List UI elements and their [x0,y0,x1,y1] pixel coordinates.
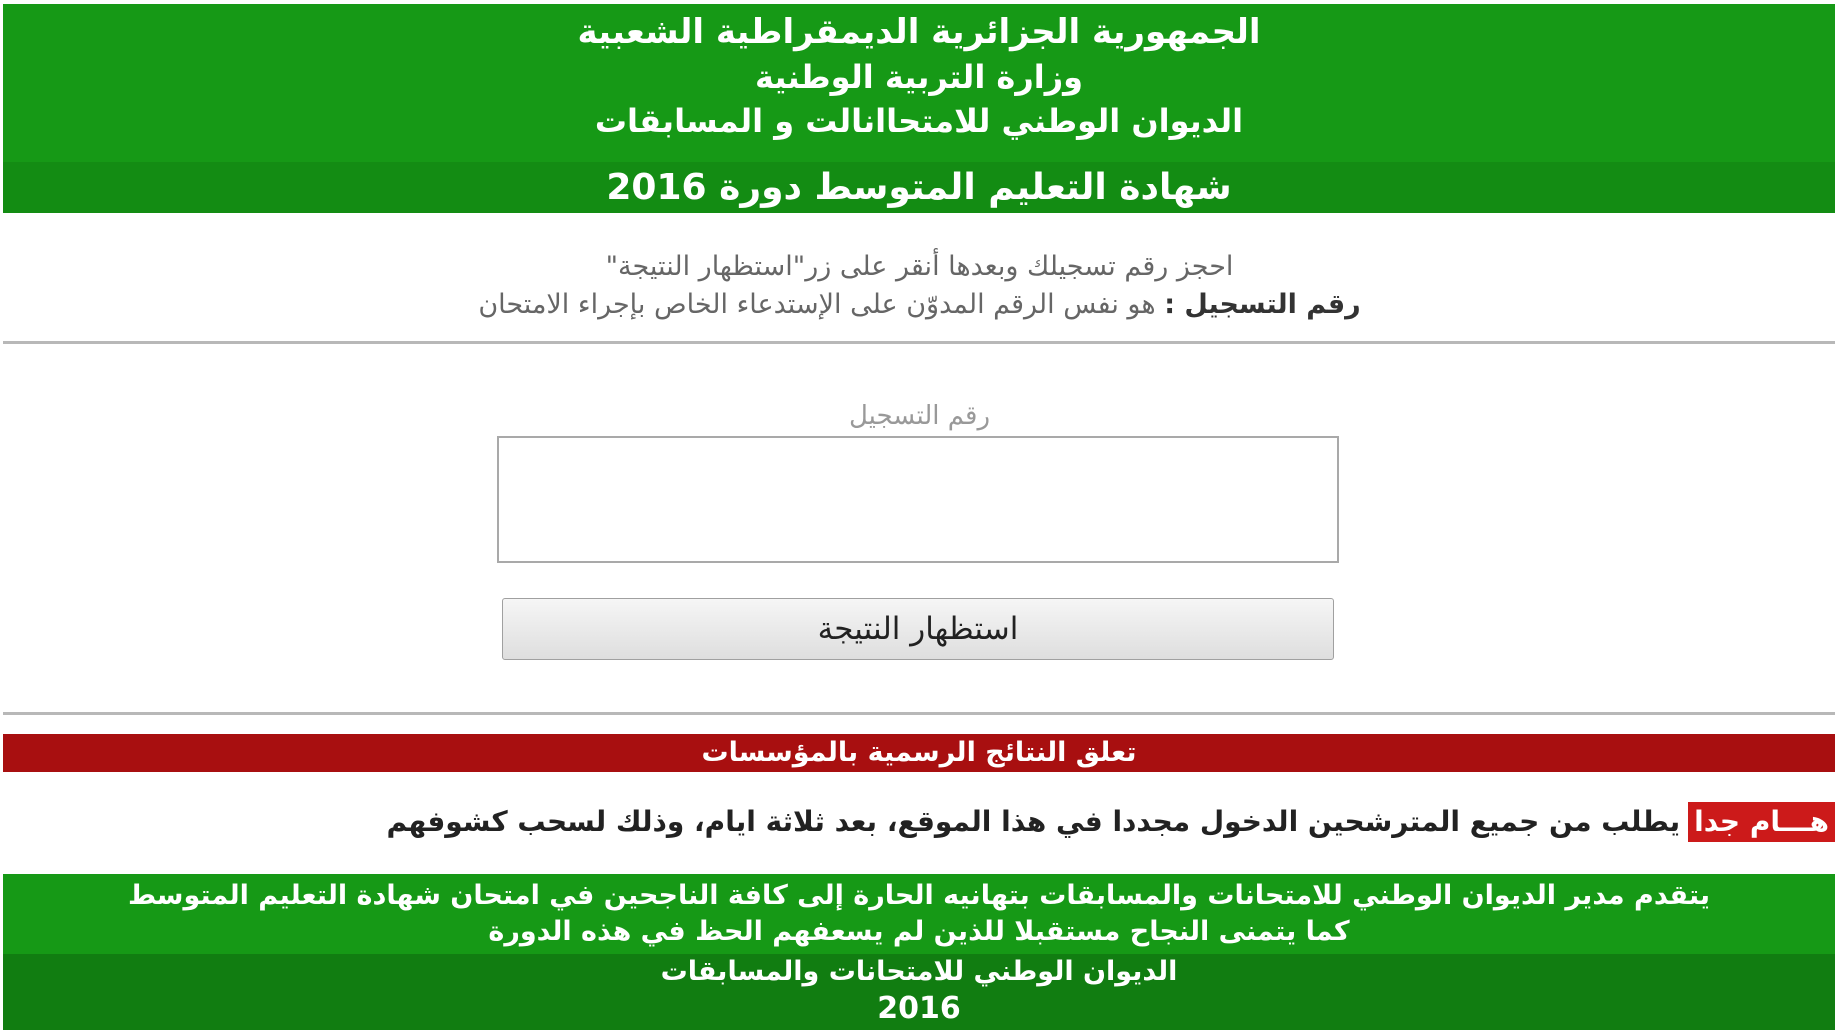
instruction-line-2 [0,288,1839,322]
show-result-button[interactable]: استظهار النتيجة [502,598,1334,660]
registration-number-term: رقم التسجيل : [1164,289,1361,320]
footer-office-name: الديوان الوطني للامتحانات والمسابقات [660,956,1178,987]
instruction-line-1: احجز رقم تسجيلك وبعدها أنقر على زر"استظهار النتيجة" [605,251,1234,282]
congrats-line-1: يتقدم مدير الديوان الوطني للامتحانات والمسابقات بتهانيه الحارة إلى كافة الناجحين في امتحان شهادة التعليم المتوسط [127,880,1711,911]
ministry-title: وزارة التربية الوطنية [754,58,1084,96]
congrats-line-2: كما يتمنى النجاح مستقبلا للذين لم يسعفهم الحظ في هذه الدورة [488,916,1350,947]
header-banner [3,4,1835,162]
divider-bottom [3,712,1835,715]
republic-title: الجمهورية الجزائرية الديمقراطية الشعبية [577,12,1261,52]
registration-field-label: رقم التسجيل [848,401,991,431]
office-title: الديوان الوطني للامتحاانالت و المسابقات [594,102,1244,140]
exam-title: شهادة التعليم المتوسط دورة 2016 [3,162,1835,213]
notice-text: يطلب من جميع المترشحين الدخول مجددا في هذا الموقع، بعد ثلاثة ايام، وذلك لسحب كشوفهم [386,805,1681,838]
footer-year: 2016 [877,991,961,1026]
divider-top [3,341,1835,344]
registration-number-input[interactable] [497,436,1339,563]
important-badge: هـــام جدا [1688,802,1835,842]
important-notice [387,802,1836,842]
footer-signature [3,954,1835,1030]
congrats-banner [3,874,1835,954]
official-results-banner: تعلق النتائج الرسمية بالمؤسسات [3,734,1835,772]
registration-number-explanation: هو نفس الرقم المدوّن على الإستدعاء الخاص بإجراء الامتحان [478,289,1156,320]
